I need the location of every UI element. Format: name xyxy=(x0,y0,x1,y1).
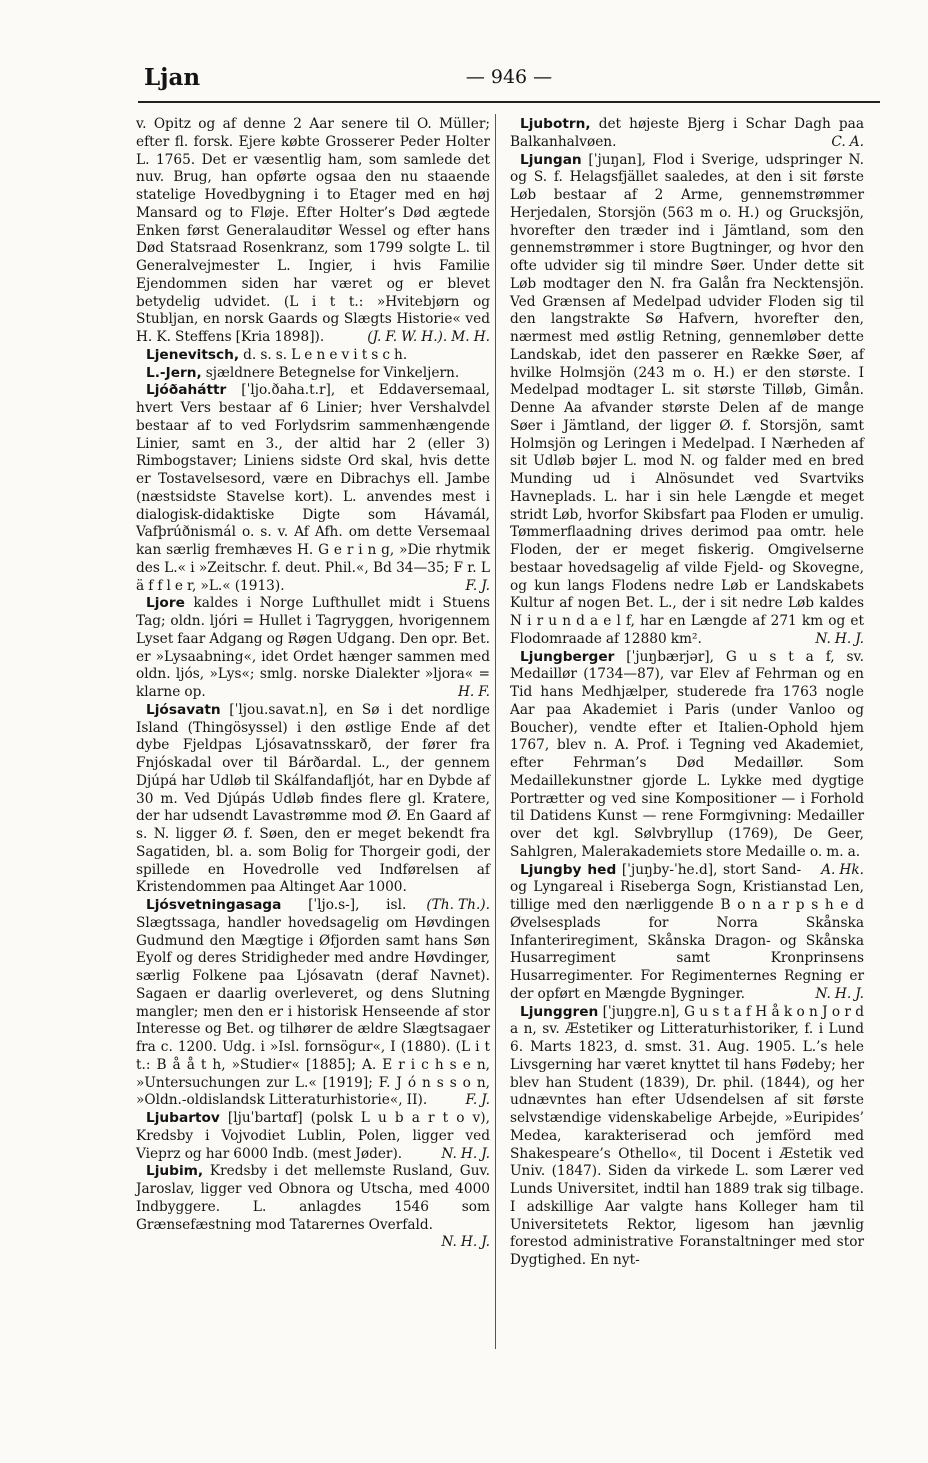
left-column xyxy=(136,116,490,1252)
entry-ljenevitsch: Ljenevitsch, d. s. s. L e n e v i t s c h. xyxy=(146,346,408,363)
entry-headword: Ljungan xyxy=(520,151,582,168)
header-rule xyxy=(138,101,880,103)
entry-signature: N. H. J. xyxy=(441,1234,490,1251)
entry-ljunggren: Ljunggren [ˈjuŋgre.n], G u s t a f H å k o n J o r d a n, sv. Æstetiker og Litteraturhistoriker, f. i Lund 6. Marts 1823, d. smst. 31. Aug. 1905. L.’s hele Livsgerning har været knyttet til hans Fødeby; her blev han Student (1839), Dr. phil. (1844), og her udnævntes han efter Udsendelsen af sit første selvstændige videnskabelige Arbejde, »Euripides’ Medea, karakteriserad och jemförd med Shakespeare’s Othello«, til Docent i Æstetik ved Univ. (1847). Siden da virkede L. som Lærer ved Lunds Universitet, indtil han 1889 trak sig tilbage. I adskillige Aar valgte hans Kolleger ham til Universitetets Rektor, ligesom han jævnlig forestod administrative Foranstaltninger med stor Dygtighed. En nyt- xyxy=(510,1003,864,1268)
entry-headword: Ljubim, xyxy=(146,1163,204,1180)
entry-signature: N. H. J. xyxy=(815,630,864,647)
entry-ljore: Ljore kaldes i Norge Lufthullet midt i Stuens Tag; oldn. ljóri = Hullet i Tagryggen, hvorigennem Lyset faar Adgang og Røgen Udgang. Den opr. Bet. er »Lysaabning«, idet Ordet hænger sammen med oldn. ljós, »Lys«; smlg. norske Dialekter »ljora« = klarne op. H. F. xyxy=(136,595,490,700)
entry-headword: Ljungby hed xyxy=(520,861,617,878)
entry-ljodahattr: Ljóðaháttr [ˈljo.ðaha.t.r], et Eddaversemaal, hvert Vers bestaar af 6 Linier; hver Vershalvdel bestaar af to ved Forlydsrim sammenhængende Linier, samt en 3., der altid har 2 (eller 3) Rimbogstaver; Liniens sidste Ord skal, hvis dette er Tostavelsesord, være en Dibrachys ell. Jambe (næstsidste Stavelse kort). L. anvendes mest i dialogisk-didaktiske Digte som Hávamál, Vafþrúðnismál o. s. v. Af Afh. om dette Versemaal kan særlig fremhæves H. G e r i n g, »Die rhytmik des L.« i »Zeitschr. f. deut. Phil.«, Bd 34—35; F r. L ä f f l e r, »L.« (1913). F. J. xyxy=(136,382,490,594)
entry-headword: Ljósavatn xyxy=(146,701,221,718)
entry-headword: Ljubotrn, xyxy=(520,116,591,132)
entry-ljungby-hed: Ljungby hed [ˈjuŋby-ˈhe.d], stort Sand- og Lyngareal i Riseberga Sogn, Kristianstad Len, tillige med den nærliggende B o n a r p s h e d Øvelsesplads for Norra Skånska Infanteriregiment, Skånska Dragon- og Skånska Husarregiment samt Kronprinsens Husarregimenter. For Regimenternes Regning er der opført en Mængde Bygninger. N. H. J. xyxy=(510,861,864,1002)
column-divider xyxy=(495,114,496,1349)
entry-ljungan: Ljungan [ˈjuŋan], Flod i Sverige, udspringer N. og S. f. Helagsfjället saaledes, at den i sit første Løb bestaar af 2 Arme, gennemstrømmer Herjedalen, Storsjön (563 m o. H.) og Grucksjön, hvorefter den træder ind i Jämtland, som den gennemstrømmer i store Bugtninger, og hvor den ofte udvider sig til mindre Søer. Under dette sit Løb modtager den N. fra Galån fra Necktensjön. Ved Grænsen af Medelpad udvider Floden sig til den langstrakte Sø Hafvern, hvorefter den, nærmest med østlig Retning, gennemløber dette Landskab, idet den passerer en Række Søer, af hvilke Holmsjön (243 m o. H.) er den største. I Medelpad modtager L. sit største Tilløb, Gimån. Denne Aa afvander største Delen af de mange Søer i Jämtland, der ligger Ø. f. Storsjön, samt Holmsjön og Leringen i Medelpad. I Nærheden af sit Udløb bøjer L. mod N. og falder med en bred Munding ud i Alnösundet ved Svartviks Havneplads. L. har i sin hele Længde et meget stridt Løb, hvorfor Skibsfart paa Floden er umulig. Tømmerflaadning drives derimod paa omtr. hele Floden, der er meget fiskerig. Omgivelserne bestaar hovedsagelig af vilde Fjeld- og Skovegne, og kun langs Flodens nedre Løb er Landskabets Kultur af nogen Bet. L., der i sit nedre Løb kaldes N i r u n d a e l f, har en Længde af 271 km og et Flodomraade af 12880 km². N. H. J. xyxy=(510,151,864,647)
entry-ljubotrn: Ljubotrn, det højeste Bjerg i Schar Dagh paa Balkanhalvøen. C. A. xyxy=(510,116,864,150)
running-headword: Ljan xyxy=(144,64,201,91)
entry-signature: F. J. xyxy=(465,1092,490,1109)
entry-headword: Ljungberger xyxy=(520,648,615,665)
entry-ljosvetningasaga: Ljósvetningasaga [ˈljo.s-], isl. Slægtssaga, handler hovedsagelig om Høvdingen Gudmund den Mægtige i Øfjorden samt hans Søn Eyolf og deres Stridigheder med andre Høvdinger, særlig Folkene paa Ljósavatn (deraf Navnet). Sagaen er daarlig overleveret, og dens Slutning mangler; men den er i historisk Henseende af stor Interesse og Bet. og tilhører de ældre Slægtsagaer fra c. 1200. Udg. i »Isl. fornsögur«, I (1880). (L i t t.: B å å t h, »Studier« [1885]; A. E r i c h s e n, »Untersuchungen zur L.« [1919]; F. J ó n s s o n, »Oldn.-oldislandsk Litteraturhistorie«, II). F. J. xyxy=(136,897,490,1109)
entry-ljubim: Ljubim, Kredsby i det mellemste Rusland, Guv. Jaroslav, ligger ved Obnora og Utscha, med 4000 Indbyggere. L. anlagdes 1546 som Grænsefæstning mod Tatarernes Overfald. N. H. J. xyxy=(136,1163,490,1251)
entry-ljungberger: Ljungberger [ˈjuŋbærjər], G u s t a f, sv. Medaillør (1734—87), var Elev af Fehrman og en Tid hans Medhjælper, studerede fra 1763 nogle Aar paa Akademiet i Paris (under Vanloo og Boucher), vendte efter et Italien-Ophold hjem 1767, blev n. A. Prof. i Tegning ved Akademiet, efter Fehrman’s Død Medaillør. Som Medaillekunstner gjorde L. Lykke med dygtige Portrætter og ved sine Kompositioner — i Forhold til Datidens Kunst — rene Formgivning: Medailler over det kgl. Sølvbryllup (1769), De Geer, Sahlgren, Malerakademiets store Medaille o. m. a. A. Hk. xyxy=(510,648,864,878)
entry-headword: Ljunggren xyxy=(520,1003,599,1020)
entry-signature: N. H. J. xyxy=(441,1145,490,1162)
entry-headword: Ljubartov xyxy=(146,1110,220,1126)
entry-signature: C. A. xyxy=(831,133,864,150)
entry-signature: (Th. Th.). xyxy=(426,897,490,913)
entry-continuation: v. Opitz og af denne 2 Aar senere til O. Müller; efter fl. forsk. Ejere købte Grosserer Peder Holter L. 1765. Det er væsentlig ham, som samlede det nuv. Brug, han opførte ogsaa den nu staaende statelige Hovedbygning i to Etager med en høj Mansard og to Fløje. Efter Holter’s Død ægtede Enken først Generalauditør Wessel og efter hans Død Statsraad Rosenkranz, som 1799 solgte L. til Generalvejmester L. Ingier, i hvis Familie Ejendommen siden har været og er blevet betydelig udvidet. (L i t t.: »Hvitebjørn og Stubljan, en norsk Gaards og Slægts Historie« ved H. K. Steffens [Kria 1898]). (J. F. W. H.). M. H. xyxy=(136,116,490,345)
entry-ljosavatn: Ljósavatn [ˈljou.savat.n], en Sø i det nordlige Island (Thingösyssel) i den østlige Ende af det dybe Fjeldpas Ljósavatnsskarð, der fører fra Fnjóskadal over til Bárðardal. L., der gennem Djúpá har Udløb til Skálfandafljót, har en Dybde af 30 m. Ved Djúpás Udløb findes flere gl. Kratere, der har udsendt Lavastrømme mod Ø. En Gaard af s. N. ligger Ø. f. Søen, den er meget bekendt fra Sagatiden, bl. a. som Bolig for Thorgeir godi, der spillede en Hovedrolle ved Indførelsen af Kristendommen paa Altinget Aar 1000. (Th. Th.). xyxy=(136,701,490,913)
entry-signature: H. F. xyxy=(457,684,490,700)
entry-headword: L.-Jern, xyxy=(146,364,202,381)
entry-l-jern: L.-Jern, sjældnere Betegnelse for Vinkeljern. xyxy=(146,364,460,381)
right-column xyxy=(510,116,864,1270)
entry-signature: F. J. xyxy=(465,577,490,594)
page-number: — 946 — xyxy=(465,66,553,88)
entry-signature: A. Hk. xyxy=(821,861,864,878)
entry-headword: Ljenevitsch, xyxy=(146,346,240,363)
entry-signature: (J. F. W. H.). M. H. xyxy=(367,329,490,345)
entry-signature: N. H. J. xyxy=(815,985,864,1002)
entry-ljubartov: Ljubartov [ljuˈbartɑf] (polsk L u b a r t o v), Kredsby i Vojvodiet Lublin, Polen, ligger ved Vieprz og har 6000 Indb. (mest Jøder). N. H. J. xyxy=(136,1110,490,1162)
page-header xyxy=(138,62,880,98)
entry-headword: Ljóðaháttr xyxy=(146,382,227,399)
entry-headword: Ljósvetningasaga xyxy=(146,897,282,913)
entry-headword: Ljore xyxy=(146,595,185,612)
